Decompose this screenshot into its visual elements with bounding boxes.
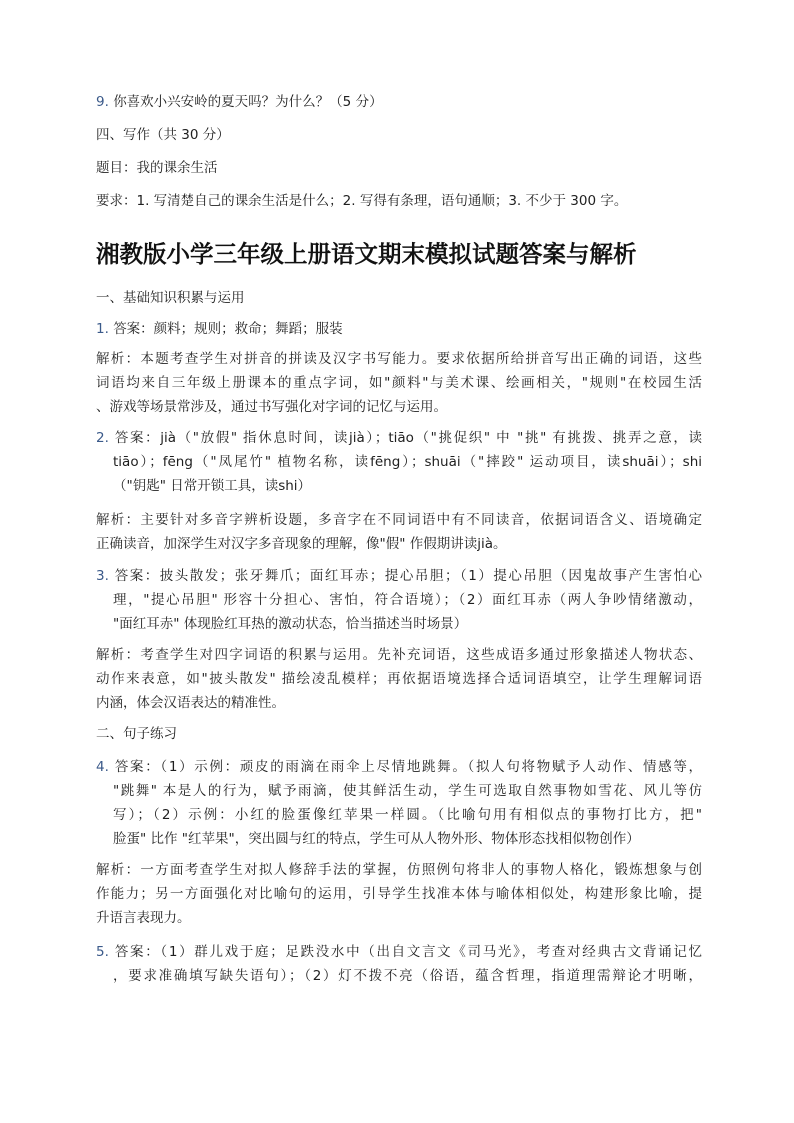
answer-text: 答案：（1）示例：顽皮的雨滴在雨伞上尽情地跳舞。（拟人句将物赋予人动作、情感等，	[114, 759, 703, 775]
paragraph-line: 动作来表意，如"披头散发" 描绘凌乱模样；再依据语境选择合适词语填空，让学生理解词语	[96, 671, 702, 687]
answers-title: 湘教版小学三年级上册语文期末模拟试题答案与解析	[96, 240, 637, 268]
question-text: 你喜欢小兴安岭的夏天吗？为什么？（5 分）	[113, 94, 383, 110]
explanation-2	[96, 508, 702, 556]
question-number: 9.	[96, 94, 109, 110]
answer-1	[96, 320, 343, 338]
section-1-heading: 一、基础知识积累与运用	[96, 290, 245, 306]
answer-number: 1.	[96, 321, 109, 337]
paragraph-line: 解析：主要针对多音字辨析设题，多音字在不同词语中有不同读音，依据词语含义、语境确定	[96, 512, 702, 528]
paragraph-line: "面红耳赤" 体现脸红耳热的激动状态，恰当描述当时场景）	[113, 616, 468, 632]
paragraph-line: tiāo）；fēng（"凤尾竹" 植物名称，读fēng）；shuāi（"摔跤" 运动项目，读shuāi）；shi	[113, 454, 702, 470]
paragraph-line: 解析：本题考查学生对拼音的拼读及汉字书写能力。要求依据所给拼音写出正确的词语，这些	[96, 351, 702, 367]
answer-number: 4.	[96, 759, 109, 775]
paragraph-line: 解析：考查学生对四字词语的积累与运用。先补充词语，这些成语多通过形象描述人物状态、	[96, 647, 702, 663]
paragraph-line: 解析：一方面考查学生对拟人修辞手法的掌握，仿照例句将非人的事物人格化，锻炼想象与创	[96, 862, 702, 878]
paragraph-line	[96, 564, 702, 588]
paragraph-line	[96, 426, 702, 450]
answer-5	[96, 940, 702, 988]
answer-number: 5.	[96, 944, 109, 960]
paragraph-line: "跳舞" 本是人的行为，赋予雨滴，使其鲜活生动，学生可选取自然事物如雪花、风儿等仿	[113, 783, 702, 799]
paragraph-line	[96, 940, 702, 964]
answer-2	[96, 426, 702, 498]
paragraph-line: 正确读音，加深学生对汉字多音现象的理解，像"假" 作假期讲读jià。	[96, 536, 507, 552]
answer-number: 3.	[96, 568, 109, 584]
question-9	[96, 93, 383, 111]
writing-requirements: 要求：1. 写清楚自己的课余生活是什么；2. 写得有条理，语句通顺；3. 不少于 300 字。	[96, 193, 628, 209]
answer-number: 2.	[96, 430, 109, 446]
paragraph-line: （"钥匙" 日常开锁工具，读shi）	[113, 478, 312, 494]
paragraph-line: 写）；（2）示例：小红的脸蛋像红苹果一样圆。（比喻句用有相似点的事物打比方，把"	[113, 807, 702, 823]
paragraph-line: 脸蛋" 比作 "红苹果"，突出圆与红的特点，学生可从人物外形、物体形态找相似物创作）	[113, 831, 640, 847]
paragraph-line: 词语均来自三年级上册课本的重点字词，如"颜料"与美术课、绘画相关，"规则"在校园生活	[96, 375, 702, 391]
paragraph-line: ，要求准确填写缺失语句）；（2）灯不拨不亮（俗语，蕴含哲理，指道理需辩论才明晰，	[113, 968, 702, 984]
answer-text: 答案：（1）群儿戏于庭；足跌没水中（出自文言文《司马光》，考查对经典古文背诵记忆	[114, 944, 703, 960]
paragraph-line: 理，"提心吊胆" 形容十分担心、害怕，符合语境）；（2）面红耳赤（两人争吵情绪激动，	[113, 592, 702, 608]
paragraph-line: 作能力；另一方面强化对比喻句的运用，引导学生找准本体与喻体相似处，构建形象比喻，提	[96, 886, 702, 902]
paragraph-line: 、游戏等场景常涉及，通过书写强化对字词的记忆与运用。	[96, 399, 447, 415]
answer-3	[96, 564, 702, 636]
writing-topic: 题目：我的课余生活	[96, 160, 218, 176]
writing-section-heading: 四、写作（共 30 分）	[96, 127, 230, 143]
explanation-3	[96, 643, 702, 715]
explanation-1	[96, 347, 702, 419]
paragraph-line: 升语言表现力。	[96, 910, 191, 926]
section-2-heading: 二、句子练习	[96, 726, 177, 742]
explanation-4	[96, 858, 702, 930]
answer-text: 答案：jià（"放假" 指休息时间，读jià）；tiāo（"挑促织" 中 "挑" 有挑拨、挑弄之意，读	[114, 430, 703, 446]
answer-4	[96, 755, 702, 851]
paragraph-line	[96, 755, 702, 779]
answer-text: 答案：披头散发；张牙舞爪；面红耳赤；提心吊胆；（1）提心吊胆（因鬼故事产生害怕心	[114, 568, 702, 584]
answer-text: 答案：颜料；规则；救命；舞蹈；服装	[113, 321, 343, 337]
paragraph-line: 内涵，体会汉语表达的精准性。	[96, 695, 285, 711]
